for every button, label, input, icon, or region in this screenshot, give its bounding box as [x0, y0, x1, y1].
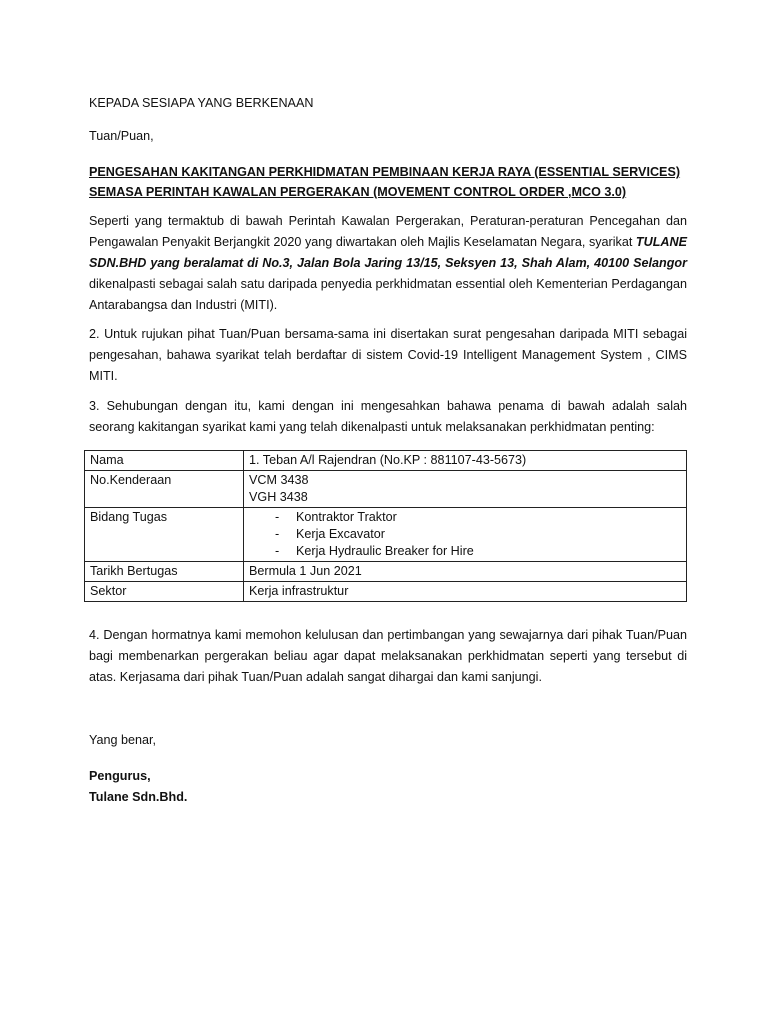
sector-value: Kerja infrastruktur: [244, 582, 687, 602]
vehicle-plate: VGH 3438: [249, 490, 308, 504]
company-address: TULANE SDN.BHD yang beralamat di No.3, Jalan Bola Jaring 13/15, Seksyen 13, Shah Alam, 40100 Selangor: [89, 235, 687, 270]
salutation: Tuan/Puan,: [89, 129, 154, 143]
signer-title: Pengurus,: [89, 769, 151, 783]
subject-line-2: SEMASA PERINTAH KAWALAN PERGERAKAN (MOVEMENT CONTROL ORDER ,MCO 3.0): [89, 185, 627, 199]
paragraph-1-intro: Seperti yang termaktub di bawah Perintah Kawalan Pergerakan, Peraturan-peraturan Pencegahan dan Pengawalan Penyakit Berjangkit 2020 yang diwartakan oleh Majlis Keselamatan Negara, syarikat: [89, 214, 687, 249]
paragraph-2: 2. Untuk rujukan pihat Tuan/Puan bersama-sama ini disertakan surat pengesahan daripada MITI sebagai pengesahan, bahawa syarikat telah berdaftar di sistem Covid-19 Intelligent Management System , CIMS MITI.: [89, 327, 687, 383]
paragraph-1-end: dikenalpasti sebagai salah satu daripada penyedia perkhidmatan essential oleh Kementerian Perdagangan Antarabangsa dan Industri (MITI).: [89, 277, 687, 312]
duty-item: - Kerja Excavator: [249, 526, 681, 543]
date-label: Tarikh Bertugas: [85, 562, 244, 582]
sector-label: Sektor: [85, 582, 244, 602]
table-row: [85, 451, 687, 471]
paragraph-1: [89, 211, 687, 316]
duty-values: [244, 508, 687, 562]
table-row: [85, 508, 687, 562]
name-value: 1. Teban A/l Rajendran (No.KP : 881107-43-5673): [244, 451, 687, 471]
name-label: Nama: [85, 451, 244, 471]
table-row: [85, 562, 687, 582]
closing: Yang benar,: [89, 733, 156, 747]
vehicle-label: No.Kenderaan: [85, 471, 244, 508]
date-value: Bermula 1 Jun 2021: [244, 562, 687, 582]
staff-details-table: [84, 450, 687, 602]
subject-line-1: PENGESAHAN KAKITANGAN PERKHIDMATAN PEMBINAAN KERJA RAYA (ESSENTIAL SERVICES): [89, 165, 681, 179]
recipient-line: KEPADA SESIAPA YANG BERKENAAN: [89, 96, 314, 110]
table-row: [85, 582, 687, 602]
vehicle-values: [244, 471, 687, 508]
paragraph-3: 3. Sehubungan dengan itu, kami dengan ini mengesahkan bahawa penama di bawah adalah salah seorang kakitangan syarikat kami yang telah dikenalpasti untuk melaksanakan perkhidmatan penting:: [89, 399, 687, 434]
duty-list: [249, 509, 681, 560]
duty-label: Bidang Tugas: [85, 508, 244, 562]
vehicle-plate: VCM 3438: [249, 473, 309, 487]
duty-item: - Kontraktor Traktor: [249, 509, 681, 526]
table-row: [85, 471, 687, 508]
duty-item: - Kerja Hydraulic Breaker for Hire: [249, 543, 681, 560]
paragraph-4: 4. Dengan hormatnya kami memohon kelulusan dan pertimbangan yang sewajarnya dari pihak Tuan/Puan bagi membenarkan pergerakan beliau agar dapat melaksanakan perkhidmatan seperti yang tersebut di atas. Kerjasama dari pihak Tuan/Puan adalah sangat dihargai dan kami sanjungi.: [89, 628, 687, 684]
signature-block: [89, 766, 687, 808]
signer-company: Tulane Sdn.Bhd.: [89, 790, 188, 804]
subject-heading: [89, 162, 687, 202]
